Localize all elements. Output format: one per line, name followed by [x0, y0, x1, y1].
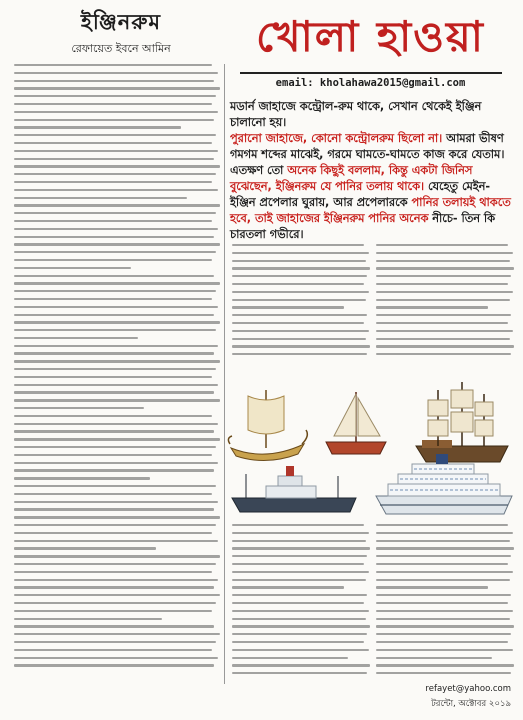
- body-text-line: [14, 618, 162, 620]
- footer-date: টরন্টো, অক্টোবর ২০১৯: [431, 699, 511, 709]
- body-text-line: [14, 454, 212, 456]
- sailing-ship-icon: [326, 392, 386, 454]
- body-text-line: [376, 532, 513, 534]
- body-text-line: [14, 501, 218, 503]
- body-text-line: [232, 283, 364, 285]
- intro-black-2: আমরা ভীষণ গমগম শব্দের মাঝেই, গরমে ঘামতে-ঘামতে কাজ করে যেতাম। এতক্ষণ তো: [230, 132, 505, 177]
- body-text-line: [14, 259, 212, 261]
- body-text-line: [232, 555, 367, 557]
- body-text-line: [14, 314, 214, 316]
- galleon-icon: [416, 382, 508, 462]
- body-text-line: [14, 126, 181, 128]
- body-text-line: [232, 594, 367, 596]
- body-text-line: [14, 64, 212, 66]
- body-text-line: [14, 329, 216, 331]
- intro-red-2: পুরানো জাহাজে, কোনো কন্ট্রোলরুম ছিলো না।: [230, 132, 443, 145]
- ancient-galley-icon: [228, 390, 307, 461]
- body-text-line: [14, 275, 214, 277]
- body-text-line: [232, 275, 367, 277]
- body-text-line: [232, 586, 344, 588]
- body-text-line: [376, 260, 510, 262]
- body-text-line: [376, 244, 508, 246]
- body-text-line: [376, 571, 513, 573]
- body-text-line: [14, 236, 214, 238]
- body-text-line: [376, 322, 508, 324]
- body-text-line: [232, 625, 370, 627]
- body-text-line: [376, 540, 510, 542]
- body-text-line: [14, 477, 150, 479]
- body-text-line: [14, 173, 216, 175]
- intro-highlight: [230, 99, 515, 243]
- body-text-line: [376, 563, 508, 565]
- body-text-line: [14, 150, 218, 152]
- body-text-line: [376, 353, 511, 355]
- body-text-line: [14, 399, 220, 401]
- body-text-line: [232, 579, 366, 581]
- body-text-line: [14, 602, 216, 604]
- body-text-line: [14, 158, 214, 160]
- body-text-line: [14, 119, 214, 121]
- body-text-line: [232, 610, 369, 612]
- body-text-line: [14, 267, 131, 269]
- body-text-line: [14, 220, 212, 222]
- body-text-line: [232, 353, 367, 355]
- body-text-line: [14, 469, 214, 471]
- body-text-line: [14, 415, 212, 417]
- body-text-line: [14, 228, 218, 230]
- body-text-line: [376, 641, 508, 643]
- body-text-line: [232, 330, 369, 332]
- column-divider: [224, 64, 225, 684]
- body-text-line: [14, 142, 212, 144]
- body-text-line: [14, 197, 187, 199]
- body-text-line: [376, 524, 508, 526]
- intro-red-3: অনেক কিছুই বললাম, কিন্তু একটা জিনিস বুঝেছেন, ইঞ্জিনরুম যে পানির তলায় থাকে।: [230, 164, 473, 193]
- body-text-line: [232, 547, 370, 549]
- body-text-line: [14, 376, 212, 378]
- body-text-line: [376, 267, 514, 269]
- body-text-line: [232, 664, 370, 666]
- body-text-line: [376, 610, 513, 612]
- body-text-line: [14, 384, 218, 386]
- body-text-line: [232, 618, 366, 620]
- body-text-line: [376, 252, 513, 254]
- body-text-line: [14, 594, 220, 596]
- body-text-line: [14, 547, 156, 549]
- body-text-line: [14, 80, 214, 82]
- body-text-line: [376, 586, 488, 588]
- body-text-line: [14, 165, 220, 167]
- body-text-line: [376, 345, 514, 347]
- body-text-line: [232, 299, 366, 301]
- body-text-line: [14, 134, 216, 136]
- body-text-line: [14, 462, 218, 464]
- footer-email: refayet@yahoo.com: [425, 684, 511, 694]
- body-text-line: [14, 360, 220, 362]
- body-text-line: [376, 299, 510, 301]
- body-text-line: [14, 438, 220, 440]
- body-text-line: [14, 212, 216, 214]
- body-text-line: [14, 407, 144, 409]
- cruise-ship-icon: [376, 454, 512, 514]
- intro-black-3: যেহেতু মেইন-ইঞ্জিন প্রপেলার ঘুরায়, আর প্রপেলারকে: [230, 180, 491, 209]
- body-text-line: [232, 291, 369, 293]
- body-text-line: [14, 532, 212, 534]
- body-text-line: [14, 563, 216, 565]
- body-text-line: [232, 649, 369, 651]
- body-text-line: [14, 103, 212, 105]
- body-text-line: [232, 267, 370, 269]
- body-text-line: [14, 337, 138, 339]
- body-text-line: [14, 586, 214, 588]
- body-text-line: [232, 532, 369, 534]
- body-text-line: [232, 540, 366, 542]
- body-text-line: [14, 625, 214, 627]
- body-text-line: [14, 493, 212, 495]
- body-text-line: [376, 594, 511, 596]
- body-text-line: [14, 633, 220, 635]
- body-text-line: [376, 275, 511, 277]
- body-text-line: [14, 189, 218, 191]
- cargo-steamer-icon: [232, 466, 356, 512]
- byline: রেফায়েত ইবনে আমিন: [71, 42, 171, 55]
- body-text-line: [376, 579, 510, 581]
- body-text-line: [14, 508, 214, 510]
- body-text-line: [232, 641, 364, 643]
- body-text-line: [14, 243, 220, 245]
- body-text-line: [14, 306, 218, 308]
- intro-black-4: নীচে- তিন কি চারতলা গভীরে।: [230, 212, 496, 241]
- body-text-line: [14, 345, 218, 347]
- body-text-line: [232, 252, 369, 254]
- body-text-line: [14, 251, 216, 253]
- body-text-line: [14, 664, 214, 666]
- body-text-line: [376, 664, 514, 666]
- body-text-line: [232, 602, 364, 604]
- body-text-line: [14, 641, 216, 643]
- body-text-line: [376, 657, 492, 659]
- body-text-line: [14, 446, 216, 448]
- body-text-line: [14, 95, 216, 97]
- body-text-line: [232, 563, 364, 565]
- masthead-title: খোলা হাওয়া: [256, 12, 485, 61]
- article-column-left: [14, 64, 220, 678]
- body-text-line: [376, 338, 510, 340]
- body-text-line: [14, 290, 216, 292]
- body-text-line: [376, 672, 511, 674]
- intro-line-2: [230, 131, 515, 243]
- body-text-line: [14, 87, 220, 89]
- body-text-line: [14, 524, 216, 526]
- body-text-line: [14, 298, 212, 300]
- article-column-right-bottom: [376, 524, 514, 680]
- body-text-line: [232, 657, 348, 659]
- body-text-line: [14, 516, 220, 518]
- body-text-line: [14, 72, 218, 74]
- body-text-line: [376, 602, 508, 604]
- body-text-line: [232, 260, 366, 262]
- intro-line-1: মডার্ন জাহাজে কন্ট্রোল-রুম থাকে, সেখান থেকেই ইঞ্জিন চালানো হয়।: [230, 100, 482, 129]
- body-text-line: [14, 391, 214, 393]
- body-text-line: [376, 306, 488, 308]
- body-text-line: [376, 291, 513, 293]
- body-text-line: [14, 571, 212, 573]
- body-text-line: [14, 430, 214, 432]
- body-text-line: [14, 423, 218, 425]
- body-text-line: [14, 579, 218, 581]
- body-text-line: [14, 555, 220, 557]
- body-text-line: [14, 352, 214, 354]
- body-text-line: [232, 633, 367, 635]
- body-text-line: [232, 524, 364, 526]
- body-text-line: [14, 111, 218, 113]
- body-text-line: [232, 314, 367, 316]
- body-text-line: [232, 672, 367, 674]
- body-text-line: [14, 657, 218, 659]
- article-column-middle-top: [232, 244, 370, 366]
- body-text-line: [376, 633, 511, 635]
- body-text-line: [14, 540, 218, 542]
- masthead-rule: [240, 72, 502, 74]
- article-column-right-top: [376, 244, 514, 366]
- masthead: [228, 4, 513, 94]
- body-text-line: [232, 345, 370, 347]
- body-text-line: [14, 181, 212, 183]
- body-text-line: [232, 322, 364, 324]
- body-text-line: [376, 330, 513, 332]
- body-text-line: [376, 555, 511, 557]
- masthead-email: email: kholahawa2015@gmail.com: [275, 77, 466, 89]
- body-text-line: [14, 368, 216, 370]
- body-text-line: [376, 314, 511, 316]
- article-column-middle-bottom: [232, 524, 370, 680]
- body-text-line: [376, 649, 513, 651]
- body-text-line: [376, 618, 510, 620]
- body-text-line: [14, 610, 212, 612]
- body-text-line: [14, 204, 220, 206]
- body-text-line: [14, 321, 220, 323]
- body-text-line: [14, 282, 220, 284]
- ship-illustration: [226, 370, 516, 520]
- intro-red-4: পানির তলায়ই থাকতে হবে, তাই জাহাজের ইঞ্জিনরুম পানির অনেক: [230, 196, 511, 225]
- body-text-line: [232, 338, 366, 340]
- body-text-line: [232, 244, 364, 246]
- body-text-line: [232, 571, 369, 573]
- body-text-line: [232, 306, 344, 308]
- body-text-line: [14, 649, 212, 651]
- body-text-line: [376, 283, 508, 285]
- body-text-line: [376, 547, 514, 549]
- section-title: ইঞ্জিনরুম: [80, 9, 162, 34]
- body-text-line: [376, 625, 514, 627]
- body-text-line: [14, 485, 216, 487]
